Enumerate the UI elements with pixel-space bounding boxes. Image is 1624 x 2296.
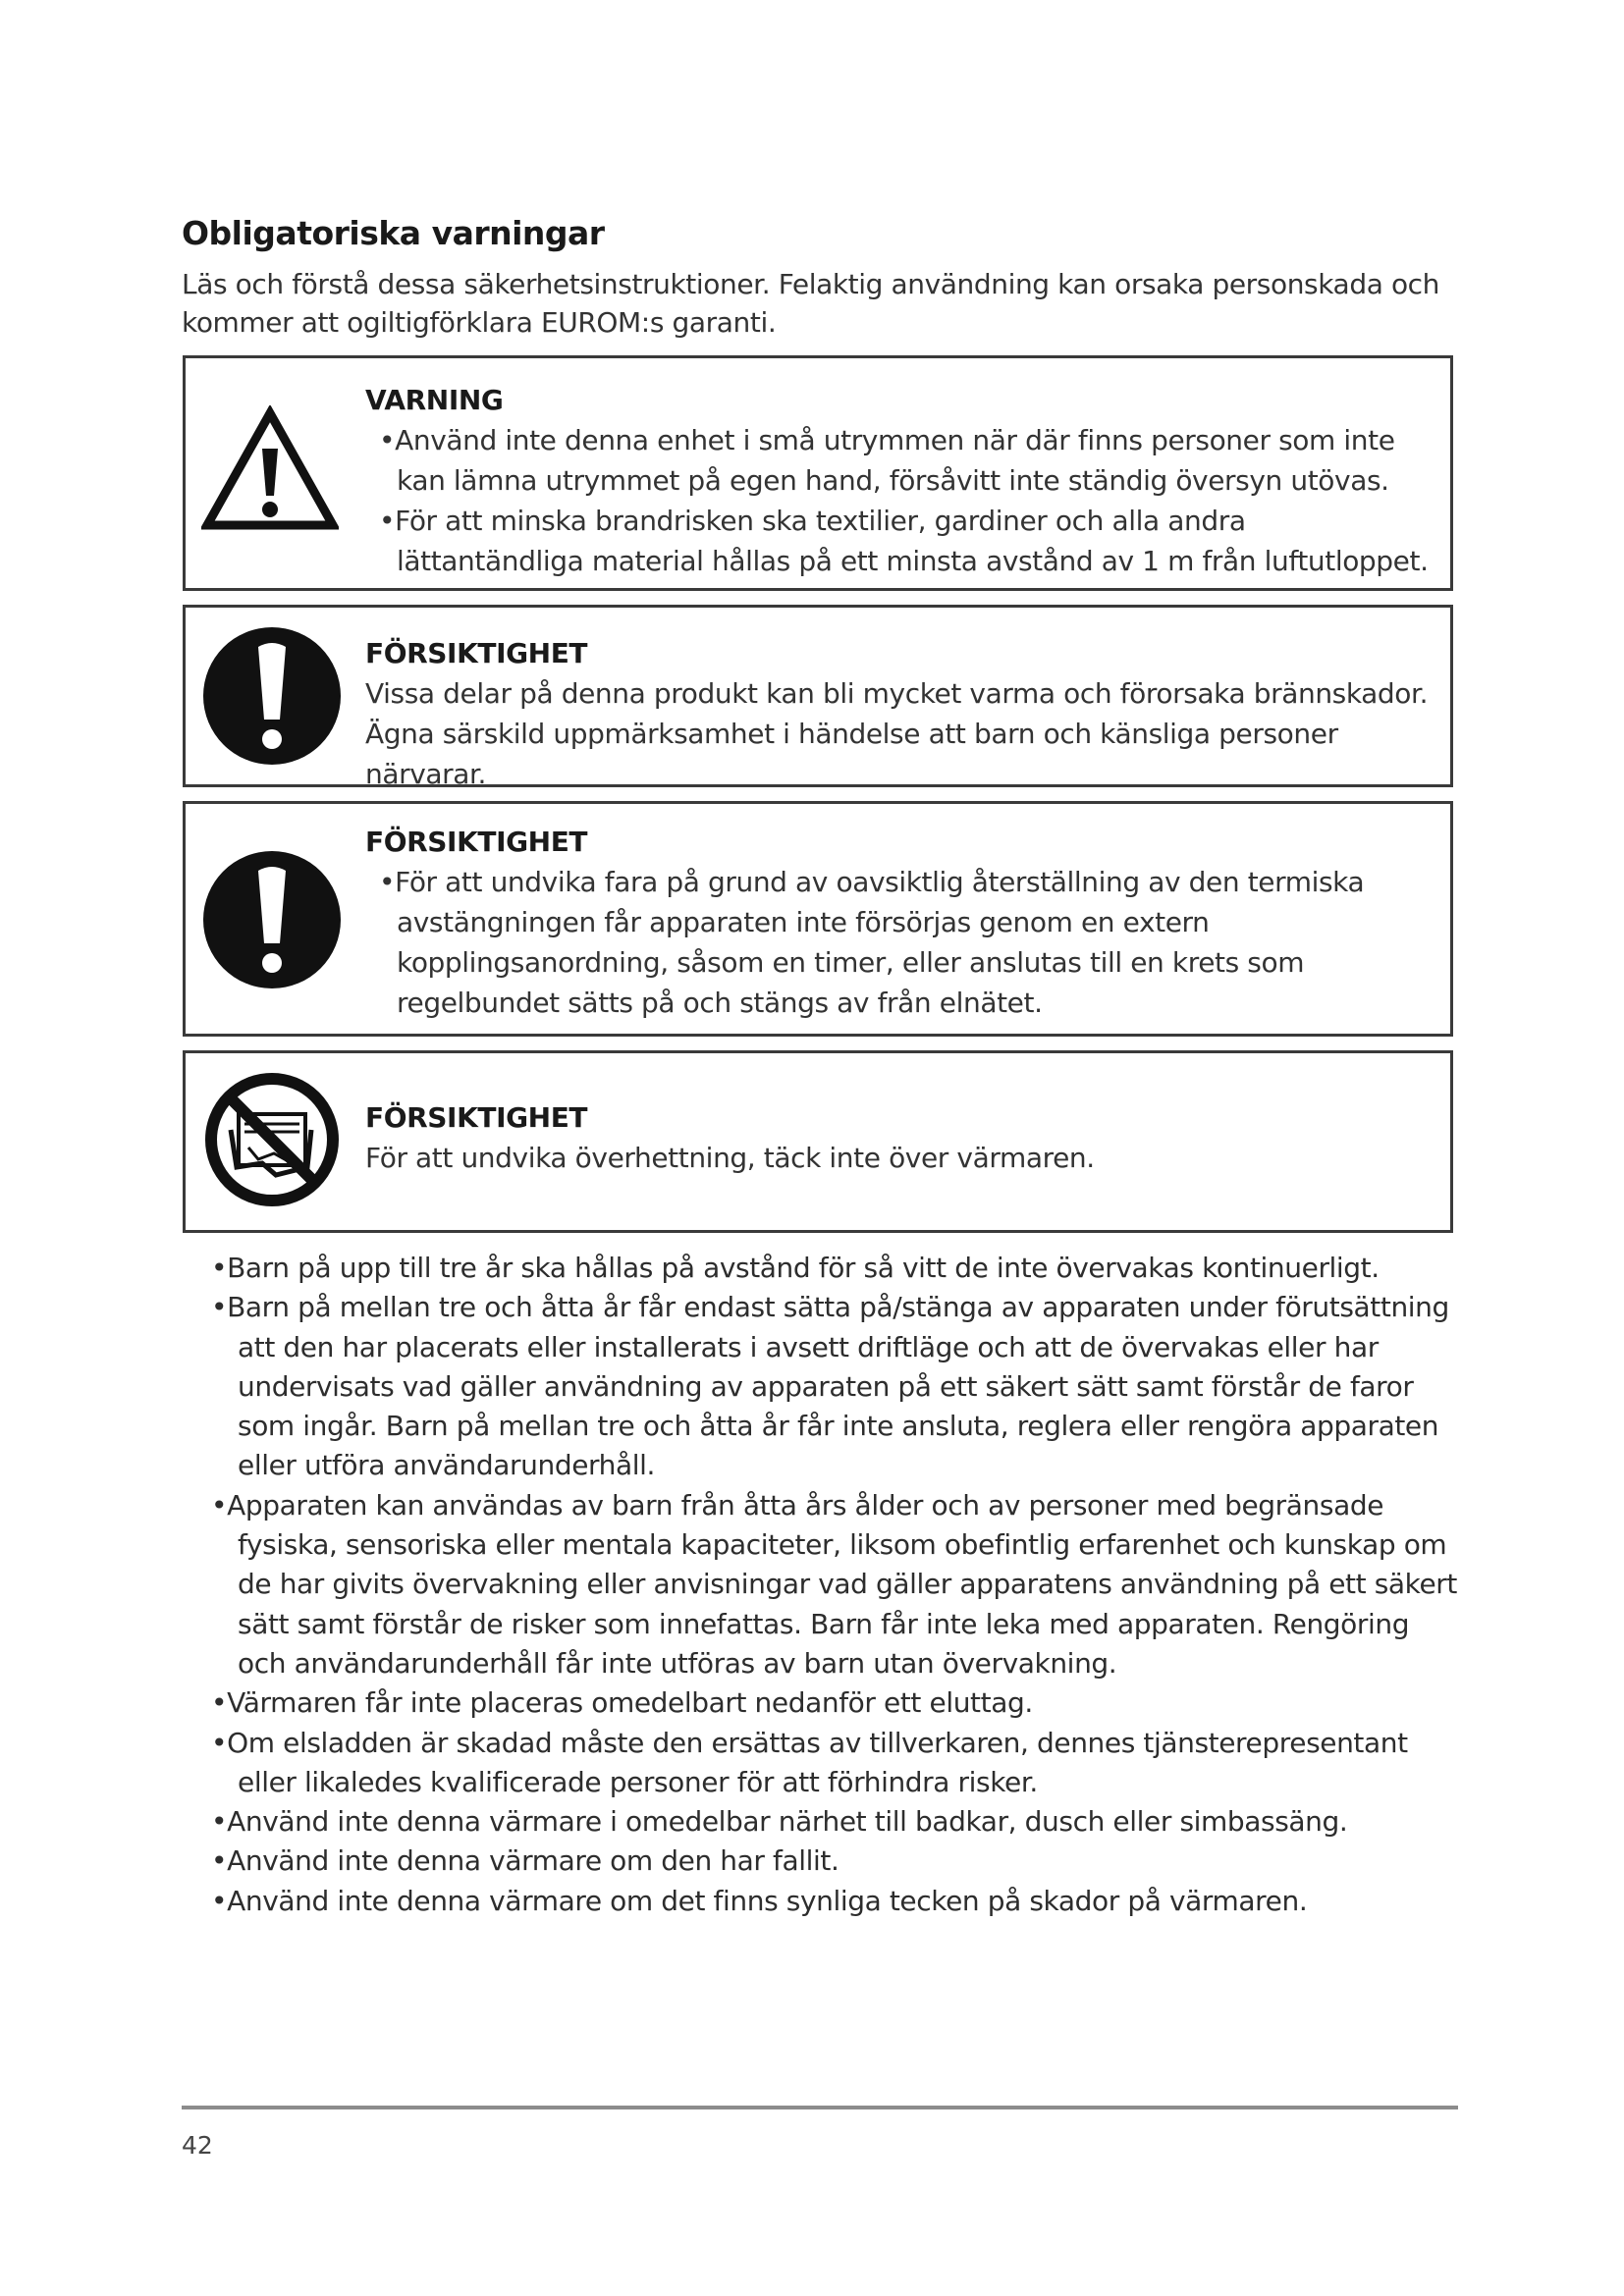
caution-box (183, 605, 1453, 790)
list-item: •Använd inte denna värmare om den har fallit. (211, 1844, 839, 1878)
safety-bullet-list (211, 1249, 1463, 1921)
list-item: •Barn på mellan tre och åtta år får endast sätta på/stänga av apparaten under förutsättning att den har placerats eller installerats i avsett driftläge och att de övervakas eller har undervisats vad gäller användning av apparaten på ett säkert sätt samt förstår de faror som ingår. Barn på mellan tre och åtta år får inte ansluta, reglera eller rengöra apparaten eller utföra användarunderhåll. (211, 1291, 1449, 1482)
warning-box (183, 355, 1453, 591)
box-bullet: •För att minska brandrisken ska textilier, gardiner och alla andra lättantändliga material hållas på ett minsta avstånd av 1 m från luftutloppet. (379, 505, 1429, 577)
box-heading: FÖRSIKTIGHET (365, 1101, 588, 1134)
warning-triangle-icon (201, 405, 339, 537)
box-heading: VARNING (365, 384, 504, 416)
list-item: •Värmaren får inte placeras omedelbart nedanför ett eluttag. (211, 1686, 1033, 1720)
page-title: Obligatoriska varningar (182, 214, 605, 252)
list-item: •Barn på upp till tre år ska hållas på avstånd för så vitt de inte övervakas kontinuerligt. (211, 1252, 1380, 1284)
list-item: •Om elsladden är skadad måste den ersättas av tillverkaren, dennes tjänsterepresentant eller likaledes kvalificerade personer för att förhindra risker. (211, 1726, 1408, 1798)
caution-box (183, 801, 1453, 1037)
intro-text (182, 265, 1458, 342)
caution-box (183, 1050, 1453, 1233)
intro-line: Läs och förstå dessa säkerhetsinstruktioner. Felaktig användning kan orsaka personskada och (182, 268, 1440, 300)
list-item: •Apparaten kan användas av barn från åtta års ålder och av personer med begränsade fysiska, sensoriska eller mentala kapaciteter, liksom obefintlig erfarenhet och kunskap om de har givits övervakning eller anvisningar vad gäller apparatens användning på ett säkert sätt samt förstår de risker som innefattas. Barn får inte leka med apparaten. Rengöring och användarunderhåll får inte utföras av barn utan övervakning. (211, 1488, 1457, 1680)
box-heading: FÖRSIKTIGHET (365, 826, 588, 858)
list-item: •Använd inte denna värmare i omedelbar närhet till badkar, dusch eller simbassäng. (211, 1805, 1348, 1839)
box-line: Vissa delar på denna produkt kan bli mycket varma och förorsaka brännskador. (365, 677, 1429, 710)
box-heading: FÖRSIKTIGHET (365, 637, 588, 669)
list-item: •Använd inte denna värmare om det finns synliga tecken på skador på värmaren. (211, 1884, 1308, 1917)
box-line: Ägna särskild uppmärksamhet i händelse att barn och känsliga personer närvarar. (365, 718, 1338, 790)
box-bullet: •Använd inte denna enhet i små utrymmen när där finns personer som inte kan lämna utrymmet på egen hand, försåvitt inte ständig översyn utövas. (379, 424, 1395, 497)
footer-divider (182, 2106, 1458, 2109)
intro-line: kommer att ogiltigförklara EUROM:s garanti. (182, 306, 777, 339)
do-not-cover-icon (201, 1069, 343, 1214)
box-line: För att undvika överhettning, täck inte över värmaren. (365, 1142, 1095, 1174)
box-bullet: •För att undvika fara på grund av oavsiktlig återställning av den termiska avstängningen får apparaten inte försörjas genom en extern kopplingsanordning, såsom en timer, eller anslutas till en krets som regelbundet sätts på och stängs av från elnätet. (379, 866, 1365, 1019)
page-number: 42 (182, 2131, 213, 2160)
mandatory-exclamation-icon (201, 625, 343, 771)
mandatory-exclamation-icon (201, 849, 343, 994)
